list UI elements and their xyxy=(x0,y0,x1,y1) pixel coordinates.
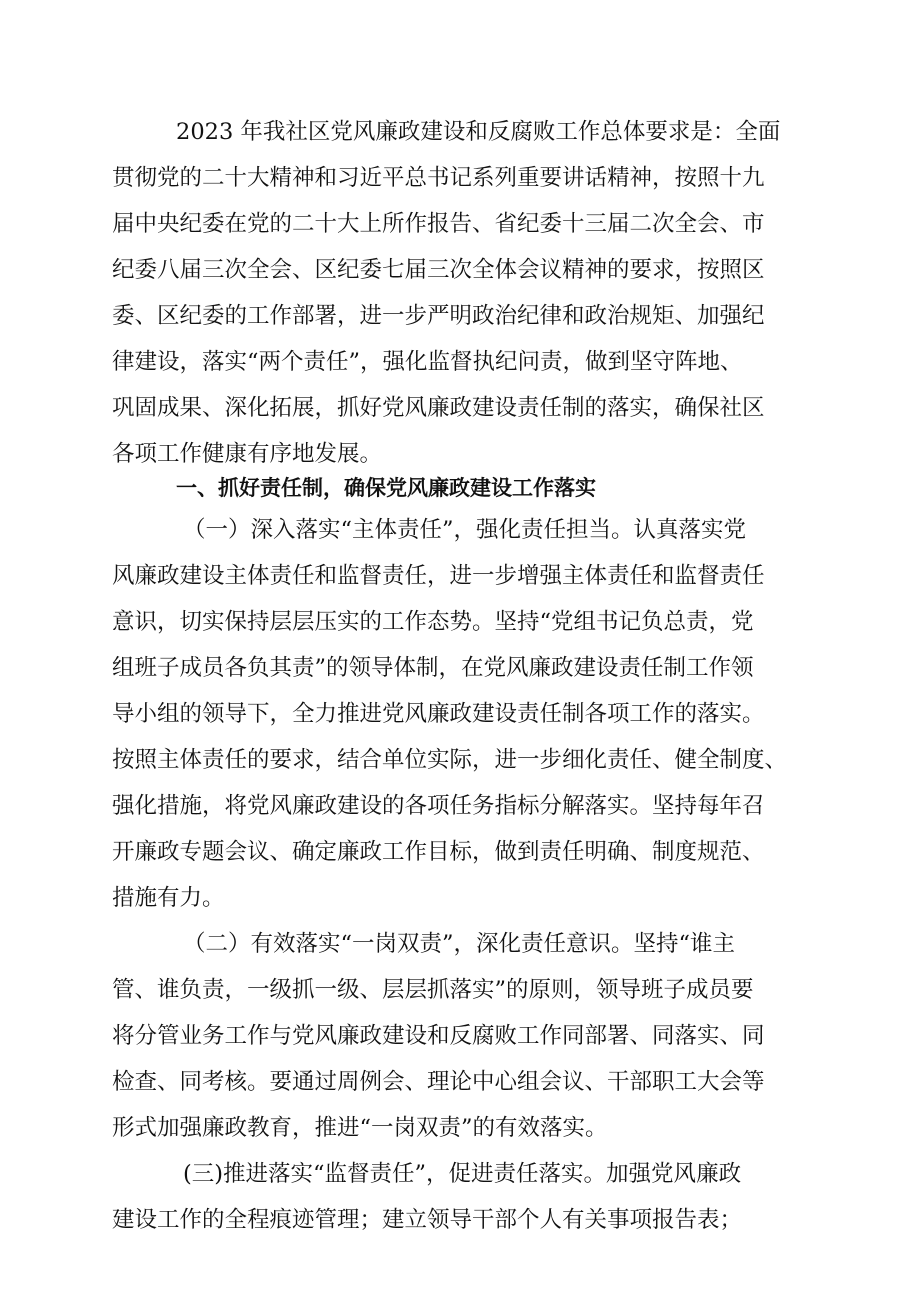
section-heading: 一、抓好责任制，确保党风廉政建设工作落实 xyxy=(176,476,596,500)
intro-line-3: 届中央纪委在党的二十大上所作报告、省纪委十三届二次全会、市 xyxy=(112,211,765,237)
sub1-line-6: 按照主体责任的要求，结合单位实际，进一步细化责任、健全制度、 xyxy=(112,747,788,773)
sub1-line-2: 风廉政建设主体责任和监督责任，进一步增强主体责任和监督责任 xyxy=(112,563,765,589)
sub2-line-2: 管、谁负责，一级抓一级、层层抓落实”的原则，领导班子成员要 xyxy=(112,977,754,1003)
sub1-line-5: 导小组的领导下，全力推进党风廉政建设责任制各项工作的落实。 xyxy=(112,701,765,727)
intro-line-7: 巩固成果、深化拓展，抓好党风廉政建设责任制的落实，确保社区 xyxy=(112,395,765,421)
intro-line-2: 贯彻党的二十大精神和习近平总书记系列重要讲话精神，按照十九 xyxy=(112,165,765,191)
sub1-line-3: 意识，切实保持层层压实的工作态势。坚持“党组书记负总责，党 xyxy=(112,609,754,635)
intro-line-1: 2023 年我社区党风廉政建设和反腐败工作总体要求是：全面 xyxy=(176,119,781,145)
sub1-line-4: 组班子成员各负其责”的领导体制，在党风廉政建设责任制工作领 xyxy=(112,655,754,681)
sub2-line-4: 检查、同考核。要通过周例会、理论中心组会议、干部职工大会等 xyxy=(112,1069,765,1095)
sub2-line-3: 将分管业务工作与党风廉政建设和反腐败工作同部署、同落实、同 xyxy=(112,1023,765,1049)
sub2-line-1: （二）有效落实“一岗双责”，深化责任意识。坚持“谁主 xyxy=(183,931,736,957)
sub1-line-7: 强化措施，将党风廉政建设的各项任务指标分解落实。坚持每年召 xyxy=(112,793,765,819)
intro-line-5: 委、区纪委的工作部署，进一步严明政治纪律和政治规矩、加强纪 xyxy=(112,303,765,329)
intro-line-4: 纪委八届三次全会、区纪委七届三次全体会议精神的要求，按照区 xyxy=(112,257,765,283)
sub3-line-2: 建设工作的全程痕迹管理；建立领导干部个人有关事项报告表； xyxy=(112,1207,743,1233)
intro-line-8: 各项工作健康有序地发展。 xyxy=(112,441,383,467)
sub1-line-1: （一）深入落实“主体责任”，强化责任担当。认真落实党 xyxy=(183,517,747,543)
sub2-line-5: 形式加强廉政教育，推进“一岗双责”的有效落实。 xyxy=(112,1115,608,1141)
sub3-line-1: (三)推进落实“监督责任”，促进责任落实。加强党风廉政 xyxy=(183,1161,742,1187)
sub1-line-8: 开廉政专题会议、确定廉政工作目标，做到责任明确、制度规范、 xyxy=(112,839,765,865)
intro-line-6: 律建设，落实“两个责任”，强化监督执纪问责，做到坚守阵地、 xyxy=(112,349,743,375)
sub1-line-9: 措施有力。 xyxy=(112,885,225,911)
